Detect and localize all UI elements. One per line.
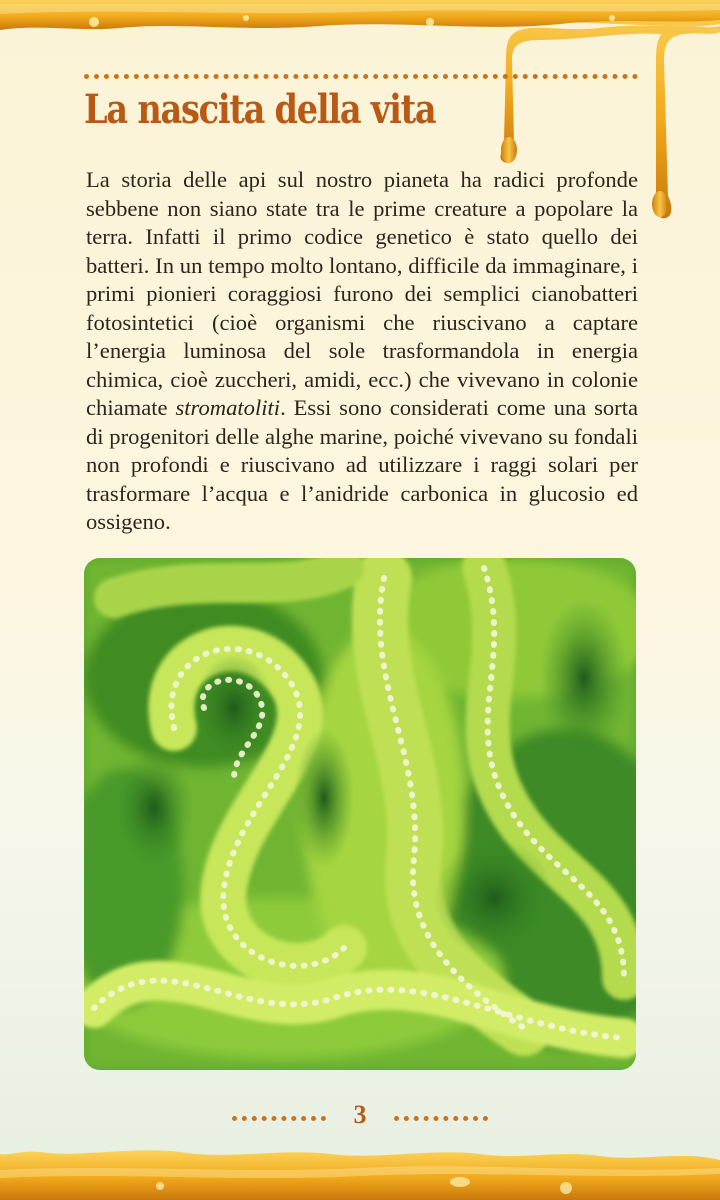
decorative-dotted-line-top bbox=[84, 74, 638, 79]
decorative-dotted-line-right bbox=[394, 1116, 488, 1121]
page-number: 3 bbox=[353, 1100, 367, 1129]
page-title: La nascita della vita bbox=[84, 86, 436, 133]
paragraph-text-part-1: La storia delle api sul nostro pianeta ha radici profonde sebbene non siano state tra le prime creature a popolare la terra. Infatti il primo codice genetico è stato quello dei batteri. In un tempo molto lontano, difficile da immaginare, i primi pionieri coraggiosi furono dei semplici cianobatteri fotosintetici (cioè organismi che riuscivano a captare l’energia luminosa del sole trasformandola in energia chimica, cioè zuccheri, amidi, ecc.) che vivevano in colonie chiamate bbox=[86, 167, 638, 420]
stromatolite-illustration bbox=[84, 558, 636, 1070]
body-paragraph bbox=[86, 166, 638, 537]
paragraph-term-stromatoliti: stromatoliti bbox=[175, 395, 281, 420]
honey-drip-border-bottom bbox=[0, 1130, 720, 1200]
paragraph-text-part-2: . Essi sono considerati come una sorta di progenitori delle alghe marine, poiché vivevano su fondali non profondi e riuscivano ad utilizzare i raggi solari per trasformare l’acqua e l’anidride carbonica in glucosio ed ossigeno. bbox=[86, 395, 638, 534]
decorative-dotted-line-left bbox=[232, 1116, 326, 1121]
